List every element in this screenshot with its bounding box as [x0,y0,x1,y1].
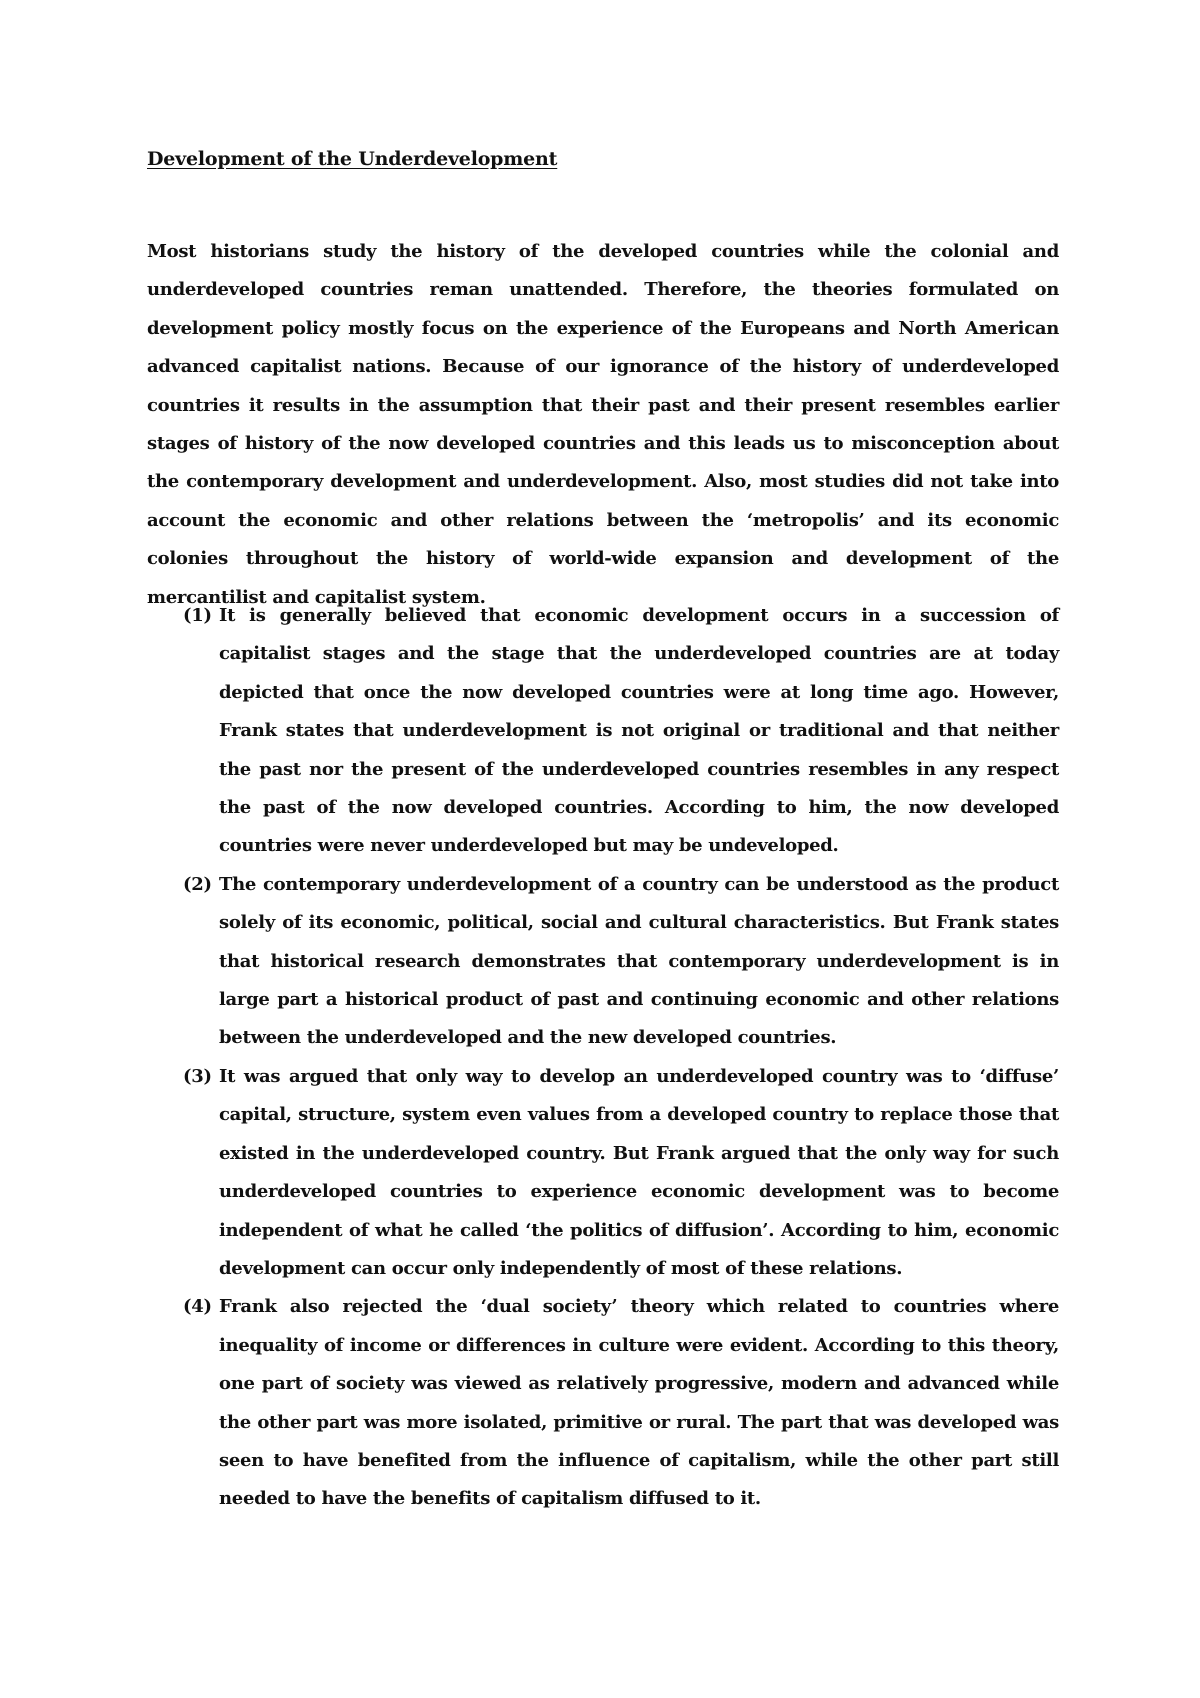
list-item [147,1288,1059,1518]
list-item-text: Frank also rejected the ‘dual society’ theory which related to countries where inequality of income or differences in culture were evident. According to this theory, one part of society was viewed as relatively progressive, modern and advanced while the other part was more isolated, primitive or rural. The part that was developed was seen to have benefited from the influence of capitalism, while the other part still needed to have the benefits of capitalism diffused to it. [219,1296,1059,1510]
document-title: Development of the Underdevelopment [147,148,558,170]
list-item-number: (3) [183,1065,212,1087]
list-item-number: (2) [183,873,212,895]
list-item [147,597,1059,866]
list-item-text: The contemporary underdevelopment of a country can be understood as the product solely of its economic, political, social and cultural characteristics. But Frank states that historical research demonstrates that contemporary underdevelopment is in large part a historical product of past and continuing economic and other relations between the underdeveloped and the new developed countries. [219,873,1059,1049]
list-item [147,1058,1059,1288]
list-item-number: (1) [183,605,212,626]
list-item [147,866,1059,1058]
intro-paragraph: Most historians study the history of the developed countries while the colonial and underdeveloped countries reman unattended. Therefore, the theories formulated on development policy mostly focus on the experience of the Europeans and North American advanced capitalist nations. Because of our ignorance of the history of underdeveloped countries it results in the assumption that their past and their present resembles earlier stages of history of the now developed countries and this leads us to misconception about the contemporary development and underdevelopment. Also, most studies did not take into account the economic and other relations between the ‘metropolis’ and its economic colonies throughout the history of world-wide expansion and development of the mercantilist and capitalist system. [147,241,1059,608]
list-item-text: It is generally believed that economic development occurs in a succession of capitalist stages and the stage that the underdeveloped countries are at today depicted that once the now developed countries were at long time ago. However, Frank states that underdevelopment is not original or traditional and that neither the past nor the present of the underdeveloped countries resembles in any respect the past of the now developed countries. According to him, the now developed countries were never underdeveloped but may be undeveloped. [219,605,1059,857]
list-item-number: (4) [183,1296,212,1318]
points-list [147,597,1059,1519]
list-item-text: It was argued that only way to develop an underdeveloped country was to ‘diffuse’ capital, structure, system even values from a developed country to replace those that existed in the underdeveloped country. But Frank argued that the only way for such underdeveloped countries to experience economic development was to become independent of what he called ‘the politics of diffusion’. According to him, economic development can occur only independently of most of these relations. [219,1065,1059,1279]
